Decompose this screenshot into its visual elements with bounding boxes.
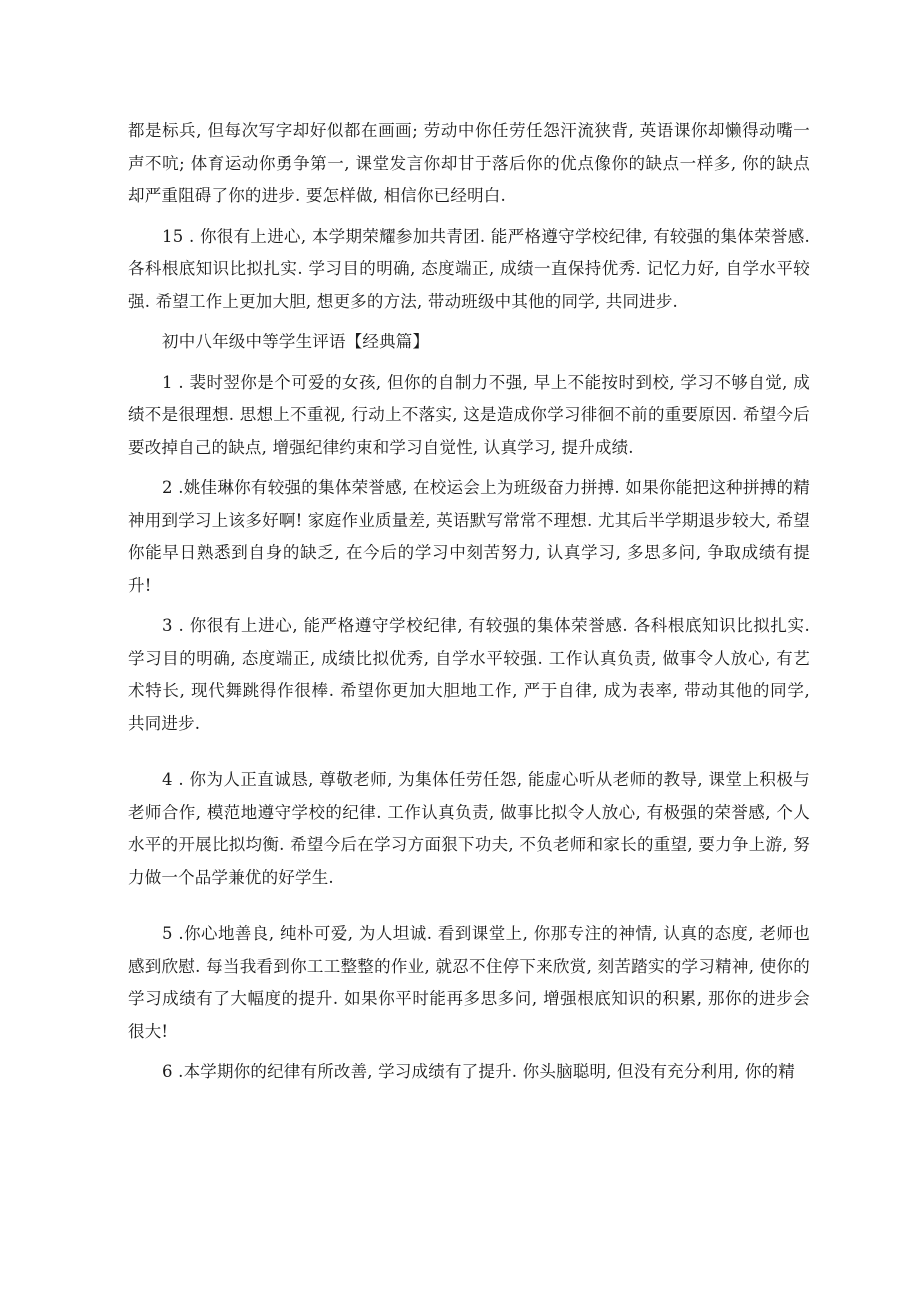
comment-paragraph-15: 15 . 你很有上进心, 本学期荣耀参加共青团. 能严格遵守学校纪律, 有较强的集体荣誉感. 各科根底知识比拟扎实. 学习目的明确, 态度端正, 成绩一直保持优秀. 记忆力好, 自学水平较强. 希望工作上更加大胆, 想更多的方法, 带动班级中其他的同学, 共同进步. — [128, 226, 810, 311]
comment-item-3: 3 . 你很有上进心, 能严格遵守学校纪律, 有较强的集体荣誉感. 各科根底知识比拟扎实. 学习目的明确, 态度端正, 成绩比拟优秀, 自学水平较强. 工作认真负责, 做事令人放心, 有艺术特长, 现代舞跳得作很棒. 希望你更加大胆地工作, 严于自律, 成为表率, 带动其他的同学, 共同进步. — [128, 616, 810, 733]
continuation-paragraph: 都是标兵, 但每次写字却好似都在画画; 劳动中你任劳任怨汗流狭背, 英语课你却懒得动嘴一声不吭; 体育运动你勇争第一, 课堂发言你却甘于落后你的优点像你的缺点一样多, 你的缺点却严重阻碍了你的进步. 要怎样做, 相信你已经明白. — [128, 121, 810, 205]
comment-item-1: 1 . 裴时翌你是个可爱的女孩, 但你的自制力不强, 早上不能按时到校, 学习不够自觉, 成绩不是很理想. 思想上不重视, 行动上不落实, 这是造成你学习徘徊不前的重要原因. 希望今后要改掉自己的缺点, 增强纪律约束和学习自觉性, 认真学习, 提升成绩. — [128, 372, 810, 457]
document-body — [128, 115, 810, 1089]
comment-item-4: 4 . 你为人正直诚恳, 尊敬老师, 为集体任劳任怨, 能虚心听从老师的教导, 课堂上积极与老师合作, 模范地遵守学校的纪律. 工作认真负责, 做事比拟令人放心, 有极强的荣誉感, 个人水平的开展比拟均衡. 希望今后在学习方面狠下功夫, 不负老师和家长的重望, 要力争上游, 努力做一个品学兼优的好学生. — [128, 770, 810, 887]
section-heading: 初中八年级中等学生评语【经典篇】 — [162, 332, 430, 351]
comment-item-5: 5 .你心地善良, 纯朴可爱, 为人坦诚. 看到课堂上, 你那专注的神情, 认真的态度, 老师也感到欣慰. 每当我看到你工工整整的作业, 就忍不住停下来欣赏, 刻苦踏实的学习精神, 使你的学习成绩有了大幅度的提升. 如果你平时能再多思多问, 增强根底知识的积累, 那你的进步会很大! — [128, 924, 810, 1041]
comment-item-6: 6 .本学期你的纪律有所改善, 学习成绩有了提升. 你头脑聪明, 但没有充分利用, 你的精 — [162, 1062, 795, 1081]
comment-item-2: 2 .姚佳琳你有较强的集体荣誉感, 在校运会上为班级奋力拼搏. 如果你能把这种拼搏的精神用到学习上该多好啊! 家庭作业质量差, 英语默写常常不理想. 尤其后半学期退步较大, 希望你能早日熟悉到自身的缺乏, 在今后的学习中刻苦努力, 认真学习, 多思多问, 争取成绩有提升! — [128, 478, 810, 595]
